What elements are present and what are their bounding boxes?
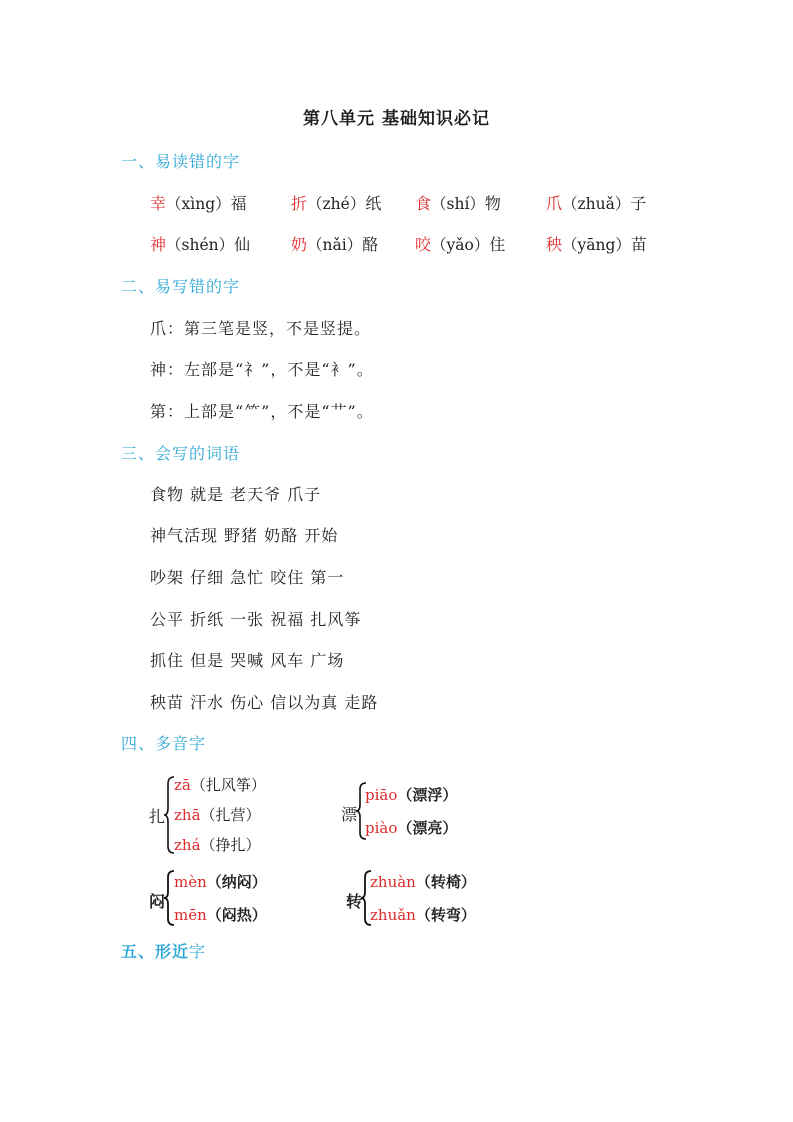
pinyin: （shí） bbox=[431, 195, 485, 213]
section-heading-suffix: 字 bbox=[189, 942, 207, 961]
word-rest: 苗 bbox=[630, 235, 647, 254]
reading-pinyin: piào bbox=[365, 819, 398, 837]
section-heading-similar-chars bbox=[121, 939, 206, 962]
highlight-char: 食 bbox=[415, 194, 432, 213]
pinyin-item bbox=[546, 232, 647, 255]
highlight-char: 折 bbox=[291, 194, 308, 213]
pinyin-item bbox=[150, 232, 250, 255]
word-rest: 仙 bbox=[234, 235, 251, 254]
polyphone-reading bbox=[174, 871, 267, 892]
word-rest: 子 bbox=[630, 194, 647, 213]
polyphone-char: 扎 bbox=[149, 807, 166, 826]
word-line: 神气活现 野猪 奶酪 开始 bbox=[150, 526, 339, 545]
word-line: 抓住 但是 哭喊 风车 广场 bbox=[150, 651, 345, 670]
polyphone-reading bbox=[174, 904, 267, 925]
highlight-char: 神 bbox=[150, 235, 167, 254]
pinyin: （xìng） bbox=[166, 195, 231, 213]
word-rest: 酪 bbox=[362, 235, 379, 254]
polyphone-reading bbox=[365, 784, 457, 805]
pinyin: （shén） bbox=[166, 236, 235, 254]
reading-word: （漂亮） bbox=[397, 819, 458, 837]
pinyin: （zhuǎ） bbox=[562, 195, 631, 213]
word-line: 吵架 仔细 急忙 咬住 第一 bbox=[150, 568, 345, 587]
pinyin-item bbox=[291, 191, 381, 214]
section-heading-words: 三、会写的词语 bbox=[121, 444, 241, 463]
reading-pinyin: zhā bbox=[174, 806, 201, 824]
polyphone-char: 漂 bbox=[341, 805, 358, 824]
polyphone-reading bbox=[365, 817, 457, 838]
polyphone-reading bbox=[370, 871, 476, 892]
reading-word: （闷热） bbox=[206, 906, 267, 924]
write-error-line: 爪：第三笔是竖，不是竖提。 bbox=[150, 319, 372, 338]
section-heading-polyphones: 四、多音字 bbox=[121, 734, 207, 753]
reading-pinyin: zā bbox=[174, 776, 191, 794]
polyphone-reading bbox=[174, 774, 266, 795]
pinyin-item bbox=[415, 232, 505, 255]
reading-pinyin: zhuǎn bbox=[370, 906, 416, 924]
reading-pinyin: piāo bbox=[365, 786, 398, 804]
pinyin-item bbox=[291, 232, 378, 255]
highlight-char: 爪 bbox=[546, 194, 563, 213]
reading-word: （漂浮） bbox=[397, 786, 458, 804]
word-line: 秧苗 汗水 伤心 信以为真 走路 bbox=[150, 693, 379, 712]
word-rest: 物 bbox=[484, 194, 501, 213]
write-error-line: 第：上部是“⺮”，不是“艹”。 bbox=[150, 402, 374, 421]
word-line: 食物 就是 老天爷 爪子 bbox=[150, 485, 322, 504]
polyphone-reading bbox=[174, 804, 261, 825]
reading-word: （挣扎） bbox=[200, 836, 261, 854]
highlight-char: 秧 bbox=[546, 235, 563, 254]
reading-pinyin: zhá bbox=[174, 836, 201, 854]
pinyin: （yāng） bbox=[562, 236, 631, 254]
word-rest: 纸 bbox=[365, 194, 382, 213]
reading-word: （纳闷） bbox=[206, 873, 267, 891]
polyphone-char: 闷 bbox=[149, 892, 166, 911]
reading-word: （扎风筝） bbox=[190, 776, 266, 794]
pinyin: （nǎi） bbox=[307, 236, 363, 254]
reading-word: （扎营） bbox=[200, 806, 261, 824]
pinyin-item bbox=[150, 191, 247, 214]
reading-pinyin: mèn bbox=[174, 873, 207, 891]
reading-pinyin: mēn bbox=[174, 906, 207, 924]
word-rest: 住 bbox=[489, 235, 506, 254]
highlight-char: 咬 bbox=[415, 235, 432, 254]
polyphone-char: 转 bbox=[346, 892, 363, 911]
reading-word: （转椅） bbox=[415, 873, 476, 891]
highlight-char: 幸 bbox=[150, 194, 167, 213]
pinyin-item bbox=[546, 191, 646, 214]
section-heading-prefix: 五、形近 bbox=[121, 942, 190, 961]
pinyin: （yǎo） bbox=[431, 236, 490, 254]
pinyin: （zhé） bbox=[307, 195, 366, 213]
reading-word: （转弯） bbox=[415, 906, 476, 924]
write-error-line: 神：左部是“礻”，不是“衤”。 bbox=[150, 360, 374, 379]
word-rest: 福 bbox=[230, 194, 247, 213]
section-heading-miswritten: 二、易写错的字 bbox=[121, 277, 241, 296]
word-line: 公平 折纸 一张 祝福 扎风筝 bbox=[150, 610, 362, 629]
highlight-char: 奶 bbox=[291, 235, 308, 254]
reading-pinyin: zhuàn bbox=[370, 873, 416, 891]
pinyin-item bbox=[415, 191, 501, 214]
polyphone-reading bbox=[370, 904, 476, 925]
section-heading-misread: 一、易读错的字 bbox=[121, 152, 241, 171]
polyphone-reading bbox=[174, 834, 261, 855]
page-title: 第八单元 基础知识必记 bbox=[303, 109, 490, 129]
